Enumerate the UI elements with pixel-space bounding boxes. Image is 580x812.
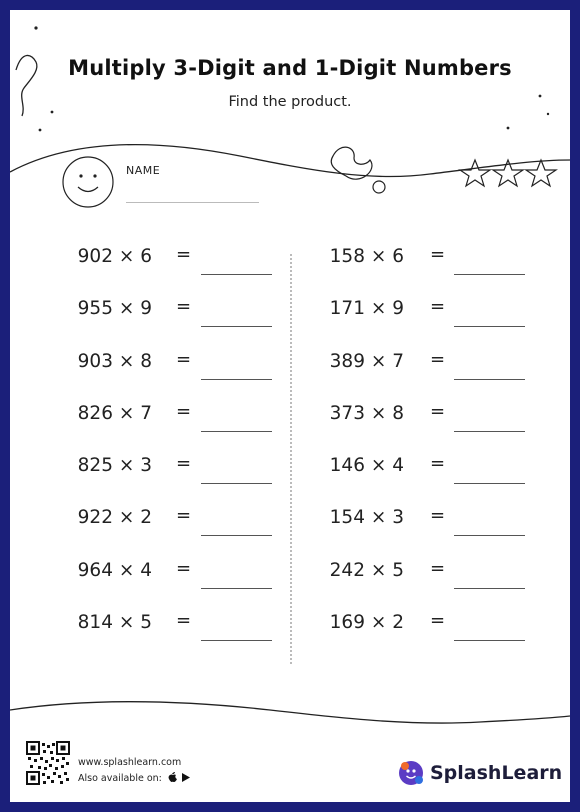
equals-sign: = — [176, 557, 192, 579]
equals-sign: = — [430, 505, 446, 527]
play-store-icon — [182, 773, 190, 782]
answer-blank[interactable] — [201, 431, 272, 432]
problem-text: 825 × 3 — [77, 455, 152, 477]
equals-sign: = — [176, 505, 192, 527]
smiley-icon — [63, 157, 113, 207]
sparkle-dot — [51, 111, 54, 114]
brand-name: SplashLearn — [430, 762, 563, 784]
problem-text: 169 × 2 — [329, 612, 404, 634]
name-field[interactable] — [126, 202, 259, 203]
available-on-text: Also available on: — [78, 773, 162, 784]
answer-blank[interactable] — [201, 379, 272, 380]
problem-text: 955 × 9 — [77, 298, 152, 320]
sparkle-dot — [34, 26, 37, 29]
answer-blank[interactable] — [454, 379, 525, 380]
answer-blank[interactable] — [201, 483, 272, 484]
sparkle-dot — [39, 129, 42, 132]
problem-text: 171 × 9 — [329, 298, 404, 320]
problem-text: 964 × 4 — [77, 559, 152, 581]
answer-blank[interactable] — [454, 640, 525, 641]
circle-icon — [373, 181, 385, 193]
answer-blank[interactable] — [201, 640, 272, 641]
name-label: NAME — [126, 164, 161, 177]
problem-text: 902 × 6 — [77, 246, 152, 267]
equals-sign: = — [430, 348, 446, 370]
equals-sign: = — [430, 400, 446, 422]
star-icon — [460, 160, 490, 186]
problem-text: 826 × 7 — [77, 402, 152, 424]
equals-sign: = — [176, 610, 192, 632]
apple-icon — [169, 772, 177, 782]
answer-blank[interactable] — [454, 535, 525, 536]
answer-blank[interactable] — [454, 483, 525, 484]
problem-text: 373 × 8 — [329, 402, 404, 424]
problem-text: 158 × 6 — [329, 246, 404, 267]
worksheet — [10, 10, 570, 802]
website-link[interactable]: www.splashlearn.com — [78, 757, 182, 768]
instruction-text: Find the product. — [228, 94, 352, 110]
column-divider — [290, 254, 292, 664]
answer-blank[interactable] — [454, 274, 525, 275]
equals-sign: = — [430, 610, 446, 632]
answer-blank[interactable] — [201, 535, 272, 536]
answer-blank[interactable] — [454, 588, 525, 589]
problem-text: 389 × 7 — [329, 350, 404, 372]
problem-text: 814 × 5 — [77, 612, 152, 634]
equals-sign: = — [430, 296, 446, 318]
equals-sign: = — [430, 244, 446, 265]
equals-sign: = — [430, 453, 446, 475]
equals-sign: = — [176, 296, 192, 318]
equals-sign: = — [176, 453, 192, 475]
equals-sign: = — [430, 557, 446, 579]
sparkle-dot — [547, 113, 549, 115]
equals-sign: = — [176, 348, 192, 370]
page-title: Multiply 3-Digit and 1-Digit Numbers — [68, 56, 512, 80]
sparkle-dot — [507, 127, 510, 130]
answer-blank[interactable] — [201, 588, 272, 589]
problem-text: 146 × 4 — [329, 455, 404, 477]
wave-line — [10, 145, 570, 177]
footer-wave-line — [10, 702, 570, 723]
star-icon — [526, 160, 556, 186]
problem-text: 903 × 8 — [77, 350, 152, 372]
equals-sign: = — [176, 244, 192, 265]
qr-code-icon — [26, 741, 70, 785]
answer-blank[interactable] — [201, 326, 272, 327]
answer-blank[interactable] — [454, 431, 525, 432]
splashlearn-logo-icon — [395, 757, 427, 789]
store-icons — [167, 771, 193, 786]
problem-text: 154 × 3 — [329, 507, 404, 529]
problem-text: 242 × 5 — [329, 559, 404, 581]
answer-blank[interactable] — [201, 274, 272, 275]
equals-sign: = — [176, 400, 192, 422]
problem-text: 922 × 2 — [77, 507, 152, 529]
answer-blank[interactable] — [454, 326, 525, 327]
